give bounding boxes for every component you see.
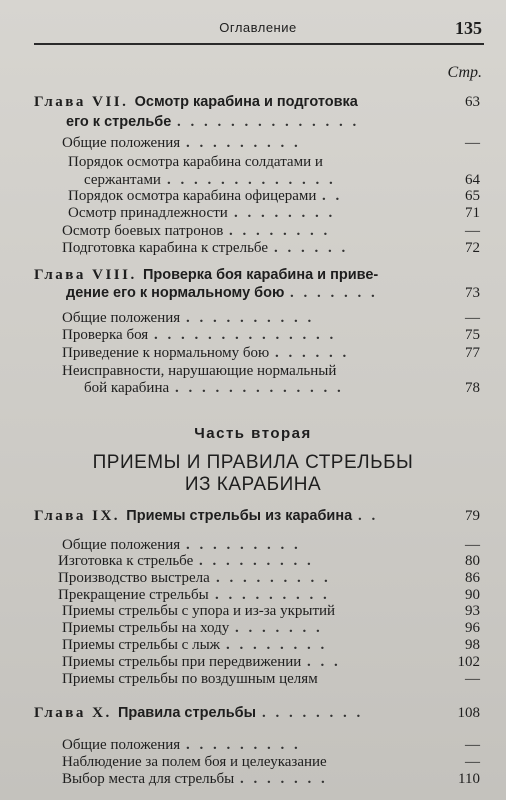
toc-entry-text: Приемы стрельбы на ходу (62, 620, 230, 636)
toc-entry-text: Проверка боя (62, 327, 149, 343)
chapter-label: Глава X. (34, 705, 118, 721)
toc-page-number: 75 (465, 327, 480, 343)
toc-entry-text (34, 703, 256, 723)
leader-dots: . . . . . . . . (229, 223, 331, 239)
toc-entry-text: Приемы стрельбы с лыж (62, 637, 221, 653)
toc-page-number: — (465, 537, 480, 553)
leader-dots: . . . (307, 654, 341, 670)
part-label: Часть вторая (194, 425, 312, 442)
toc-page-number: 108 (457, 705, 480, 721)
toc-entry (0, 238, 506, 258)
toc-page-number: 98 (465, 637, 480, 653)
leader-dots: . . . . . . . . (226, 637, 328, 653)
toc-page-number: 71 (465, 205, 480, 221)
chapter-title: Правила стрельбы (117, 705, 256, 721)
chapter-heading (0, 92, 506, 112)
leader-dots: . . . . . . . . . (186, 737, 301, 753)
leader-dots: . . . . . . . . . (199, 553, 314, 569)
toc-entry-text: Общие положения (62, 135, 181, 151)
toc-page-number: — (465, 754, 480, 770)
toc-entry-text: Неисправности, нарушающие нормальный (62, 363, 337, 379)
toc-page-number: 102 (457, 654, 480, 670)
toc-page-number: 79 (465, 508, 480, 524)
chapter-title: Осмотр карабина и подготовка (134, 94, 358, 110)
leader-dots: . . . . . . . . . . . . . (175, 380, 344, 396)
chapter-label: Глава VII. (34, 94, 135, 110)
leader-dots: . . . . . . . . . . . . . . (177, 114, 360, 130)
toc-page-number: — (465, 223, 480, 239)
toc-entry-text: Подготовка карабина к стрельбе (62, 240, 269, 256)
toc-entry-text: Общие положения (62, 310, 181, 326)
toc-entry-text (34, 506, 352, 526)
leader-dots: . . . . . . (274, 240, 349, 256)
toc-entry-text: Осмотр боевых патронов (62, 223, 224, 239)
toc-entry-text (34, 265, 378, 285)
leader-dots: . . . . . . . . . (215, 587, 330, 603)
toc-entry (0, 769, 506, 789)
leader-dots: . . . . . . . . . (186, 537, 301, 553)
chapter-heading (0, 506, 506, 526)
chapter-title: Проверка боя карабина и приве- (142, 267, 379, 283)
leader-dots: . . . . . . (275, 345, 350, 361)
leader-dots: . . . . . . . . . (216, 570, 331, 586)
leader-dots: . . . . . . . (290, 285, 378, 301)
toc-entry (0, 152, 506, 172)
toc-entry-text: Порядок осмотра карабина солдатами и (68, 154, 323, 170)
toc-page-number: 63 (465, 94, 480, 110)
toc-entry-text: Порядок осмотра карабина офицерами (68, 188, 317, 204)
toc-entry (0, 133, 506, 153)
toc-entry-text: Общие положения (62, 537, 181, 553)
leader-dots: . . (358, 508, 379, 524)
chapter-label: Глава VIII. (34, 267, 143, 283)
header-rule (34, 43, 484, 45)
part-title-line-2: ИЗ КАРАБИНА (184, 474, 322, 495)
part-title-line-1: ПРИЕМЫ И ПРАВИЛА СТРЕЛЬБЫ (92, 452, 414, 473)
toc-page-number: 96 (465, 620, 480, 636)
chapter-heading (0, 703, 506, 723)
toc-page-number: 64 (465, 172, 480, 188)
toc-page-number: 80 (465, 553, 480, 569)
toc-page-number: 110 (458, 771, 480, 787)
toc-page-number: — (465, 310, 480, 326)
leader-dots: . . . . . . . . (234, 205, 336, 221)
leader-dots: . . (322, 188, 343, 204)
running-head (34, 18, 482, 40)
toc-page-number: 73 (465, 285, 480, 301)
leader-dots: . . . . . . . . . . (186, 310, 315, 326)
toc-entry-text: сержантами (84, 172, 161, 188)
leader-dots: . . . . . . . (235, 620, 323, 636)
chapter-heading-cont (0, 283, 506, 303)
page-column-label: Стр. (447, 64, 482, 81)
leader-dots: . . . . . . . (240, 771, 328, 787)
toc-entry (0, 343, 506, 363)
toc-entry-text: Наблюдение за полем боя и целеуказание (62, 754, 327, 770)
toc-entry-text: Выбор места для стрельбы (62, 771, 235, 787)
toc-entry-text (34, 92, 358, 112)
toc-page-number: 90 (465, 587, 480, 603)
toc-page-number: — (465, 671, 480, 687)
toc-entry-text: Прекращение стрельбы (58, 587, 209, 603)
toc-page-number: 77 (465, 345, 480, 361)
toc-page-number: 72 (465, 240, 480, 256)
toc-entry-text: Общие положения (62, 737, 181, 753)
toc-page-number: — (465, 737, 480, 753)
toc-entry-text: Приемы стрельбы с упора и из-за укрытий (62, 603, 336, 619)
leader-dots: . . . . . . . . . . . . . . (154, 327, 337, 343)
leader-dots: . . . . . . . . . . . . . (167, 172, 336, 188)
toc-entry-text: Изготовка к стрельбе (58, 553, 194, 569)
toc-entry-text: его к стрельбе (66, 114, 172, 130)
chapter-heading-cont (0, 112, 506, 132)
toc-page-number: — (465, 135, 480, 151)
toc-entry-text: дение его к нормальному бою (66, 285, 285, 301)
toc-entry-text: Осмотр принадлежности (68, 205, 228, 221)
toc-page-number: 78 (465, 380, 480, 396)
chapter-title: Приемы стрельбы из карабина (126, 508, 353, 524)
toc-entry (0, 203, 506, 223)
toc-entry-text: Приведение к нормальному бою (62, 345, 270, 361)
toc-entry-text: Приемы стрельбы при передвижении (62, 654, 302, 670)
toc-page-number: 65 (465, 188, 480, 204)
toc-entry (0, 378, 506, 398)
toc-entry (0, 325, 506, 345)
toc-entry (0, 669, 506, 689)
toc-page-number: 86 (465, 570, 480, 586)
leader-dots: . . . . . . . . (262, 705, 364, 721)
toc-entry-text: Производство выстрела (58, 570, 210, 586)
chapter-heading (0, 265, 506, 285)
leader-dots: . . . . . . . . . (186, 135, 301, 151)
chapter-label: Глава IX. (34, 508, 127, 524)
running-title: Оглавление (219, 20, 297, 35)
toc-page-number: 93 (465, 603, 480, 619)
page-number: 135 (455, 18, 482, 38)
toc-entry-text: бой карабина (84, 380, 170, 396)
toc-entry-text: Приемы стрельбы по воздушным целям (62, 671, 318, 687)
